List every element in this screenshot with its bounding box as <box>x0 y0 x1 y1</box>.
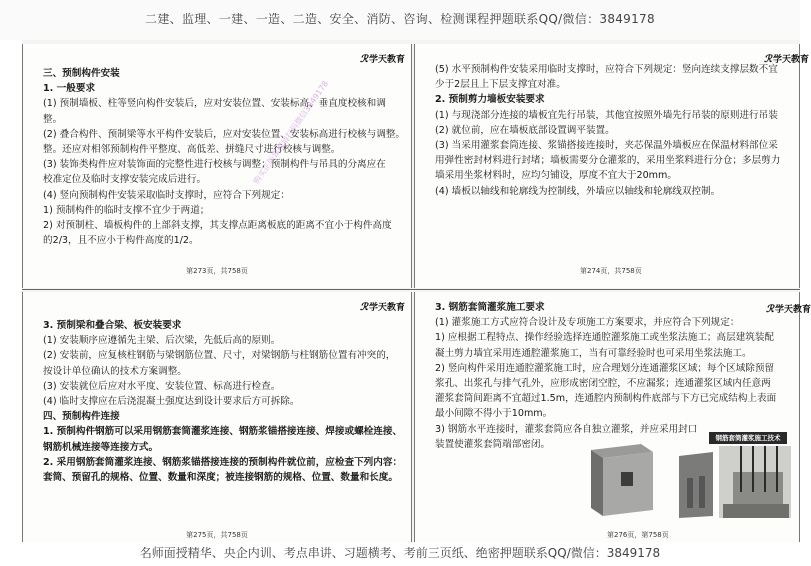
text-line: 浆孔、出浆孔与排气孔外，应形成密闭空腔，不应漏浆；连通灌浆区域内任意两 <box>435 378 771 390</box>
text-line: 2) 竖向构件采用连通腔灌浆施工时，应合理划分连通灌浆区域；每个区域除预留 <box>435 362 775 374</box>
text-line: 1) 应根据工程特点、操作经验选择连通腔灌浆施工或坐浆法施工；高层建筑装配 <box>435 332 775 344</box>
page-number: 第276页，第758页 <box>607 531 669 539</box>
logo-mark-icon: ℛ <box>764 54 772 65</box>
page-273 <box>22 44 412 288</box>
text-line: (1) 安装顺序应遵循先主梁、后次梁，先低后高的原则。 <box>43 335 281 347</box>
logo-text: 学天教育 <box>772 55 809 65</box>
text-line: (2) 就位前，应在墙板底部设置调平装置。 <box>435 124 615 136</box>
subsection-heading: 1. 一般要求 <box>43 83 96 95</box>
page-body <box>43 66 407 248</box>
publisher-logo <box>360 52 405 65</box>
text-line: (3) 当采用灌浆套筒连接、浆锚搭接连接时，夹芯保温外墙板应在保温材料部位采 <box>435 140 778 152</box>
text-line: 2. 采用钢筋套筒灌浆连接、钢筋浆锚搭接连接的预制构件就位前，应检查下列内容： <box>43 456 403 468</box>
figure-caption: 钢筋套筒灌浆施工技术 <box>709 432 787 444</box>
text-line: 墙采用坐浆材料时，应均匀铺设，厚度不宜大于20mm。 <box>435 170 677 182</box>
subsection-heading: 3. 预制梁和叠合梁、板安装要求 <box>43 320 182 331</box>
text-line: (1) 预制墙板、柱等竖向构件安装后，应对安装位置、安装标高、垂直度校核和调 <box>43 98 386 110</box>
text-line: (4) 墙板以轴线和轮廓线为控制线，外墙应以轴线和轮廓线双控制。 <box>435 185 721 197</box>
page-divider <box>22 289 800 290</box>
grout-sleeve-figure <box>583 432 793 520</box>
page-276 <box>414 292 811 542</box>
section-heading: 三、预制构件安装 <box>43 68 120 79</box>
publisher-logo <box>360 300 405 313</box>
top-banner: 二建、监理、一建、一造、二造、安全、消防、咨询、检测课程押题联系QQ/微信：3849178 <box>0 0 800 40</box>
text-line: 1. 预制构件钢筋可以采用钢筋套筒灌浆连接、钢筋浆锚搭接连接、焊接或螺栓连接、 <box>43 426 403 438</box>
text-line: (3) 装饰类构件应对装饰面的完整性进行校核与调整；预制构件与吊具的分离应在 <box>43 159 386 171</box>
text-line: (1) 灌浆施工方式应符合设计及专项施工方案要求，并应符合下列规定： <box>435 317 740 329</box>
logo-text: 学天教育 <box>368 303 405 313</box>
page-body <box>435 300 799 452</box>
logo-text: 学天教育 <box>368 55 405 65</box>
section-heading: 四、预制构件连接 <box>43 411 120 423</box>
text-line: 灌浆套筒间距离不宜超过1.5m，连通腔内预制构件底部与下方已完成结构上表面 <box>435 393 777 405</box>
text-line: 钢筋机械连接等连接方式。 <box>43 441 159 453</box>
text-line: (2) 叠合构件、预制梁等水平构件安装后，应对安装位置、安装标高进行校核与调整。 <box>43 128 406 140</box>
text-line: 校准定位及临时支撑安装完成后进行。 <box>43 174 207 186</box>
subsection-heading: 3. 钢筋套筒灌浆施工要求 <box>435 302 545 313</box>
logo-mark-icon: ℛ <box>360 54 368 65</box>
text-line: 凝土剪力墙宜采用连通腔灌浆施工，当有可靠经验时也可采用坐浆法施工。 <box>435 347 752 359</box>
text-line: 按设计单位确认的技术方案调整。 <box>43 365 187 377</box>
grout-sleeve-illustration <box>583 432 793 520</box>
subsection-heading: 2. 预制剪力墙板安装要求 <box>435 94 545 106</box>
text-line: (5) 水平预制构件安装采用临时支撑时，应符合下列规定：竖向连续支撑层数不宜 <box>435 64 778 75</box>
text-line: 整。还应对相邻预制构件平整度、高低差、拼缝尺寸进行校核与调整。 <box>43 144 341 156</box>
text-line: 3) 钢筋水平连接时，灌浆套筒应各自独立灌浆，并应采用封口 <box>435 423 698 435</box>
page-275 <box>22 292 412 542</box>
logo-text: 学天教育 <box>774 305 811 315</box>
text-line: (4) 临时支撑应在后浇混凝土强度达到设计要求后方可拆除。 <box>43 396 300 408</box>
text-line: 用弹性密封材料进行封堵；墙板需要分仓灌浆的，采用坐浆料进行分仓；多层剪力 <box>435 155 781 167</box>
page-number: 第275页，共758页 <box>186 531 248 539</box>
text-line: 的2/3，且不应小于构件高度的1/2。 <box>43 235 199 247</box>
text-line: 最小间隙不得小于10mm。 <box>435 408 553 420</box>
text-line: (1) 与现浇部分连接的墙板宜先行吊装，其他宜按照外墙先行吊装的原则进行吊装 <box>435 109 778 121</box>
logo-mark-icon: ℛ <box>360 302 368 313</box>
text-line: 整。 <box>43 113 63 125</box>
text-line: 1) 预制构件的临时支撑不宜少于两道； <box>43 204 210 216</box>
text-line: (2) 安装前，应复核柱钢筋与梁钢筋位置、尺寸，对梁钢筋与柱钢筋位置有冲突的， <box>43 350 396 362</box>
page-number: 第273页，共758页 <box>186 267 248 275</box>
page-number: 第274页，共758页 <box>580 267 642 275</box>
document-sheet <box>22 40 811 542</box>
text-line: 2) 对预制柱、墙板构件的上部斜支撑，其支撑点距离板底的距离不宜小于构件高度 <box>43 220 392 232</box>
bottom-banner: 名师面授精华、央企内训、考点串讲、习题横考、考前三页纸、绝密押题联系QQ/微信：3849178 <box>139 546 661 560</box>
page-body <box>435 62 799 199</box>
watermark-text: 购买正版课程请扫码微信3849178 <box>251 79 331 186</box>
page-body <box>43 318 407 485</box>
page-274 <box>414 44 809 288</box>
text-line: 少于2层且上下层支撑宜对准。 <box>435 79 566 91</box>
text-line: (4) 竖向预制构件安装采取临时支撑时，应符合下列规定： <box>43 189 290 201</box>
text-line: 装置使灌浆套筒端部密闭。 <box>435 438 551 450</box>
text-line: (3) 安装就位后应对水平度、安装位置、标高进行检查。 <box>43 380 281 392</box>
logo-mark-icon: ℛ <box>766 304 774 315</box>
text-line: 套筒、预留孔的规格、位置、数量和深度；被连接钢筋的规格、位置、数量和长度。 <box>43 472 398 484</box>
